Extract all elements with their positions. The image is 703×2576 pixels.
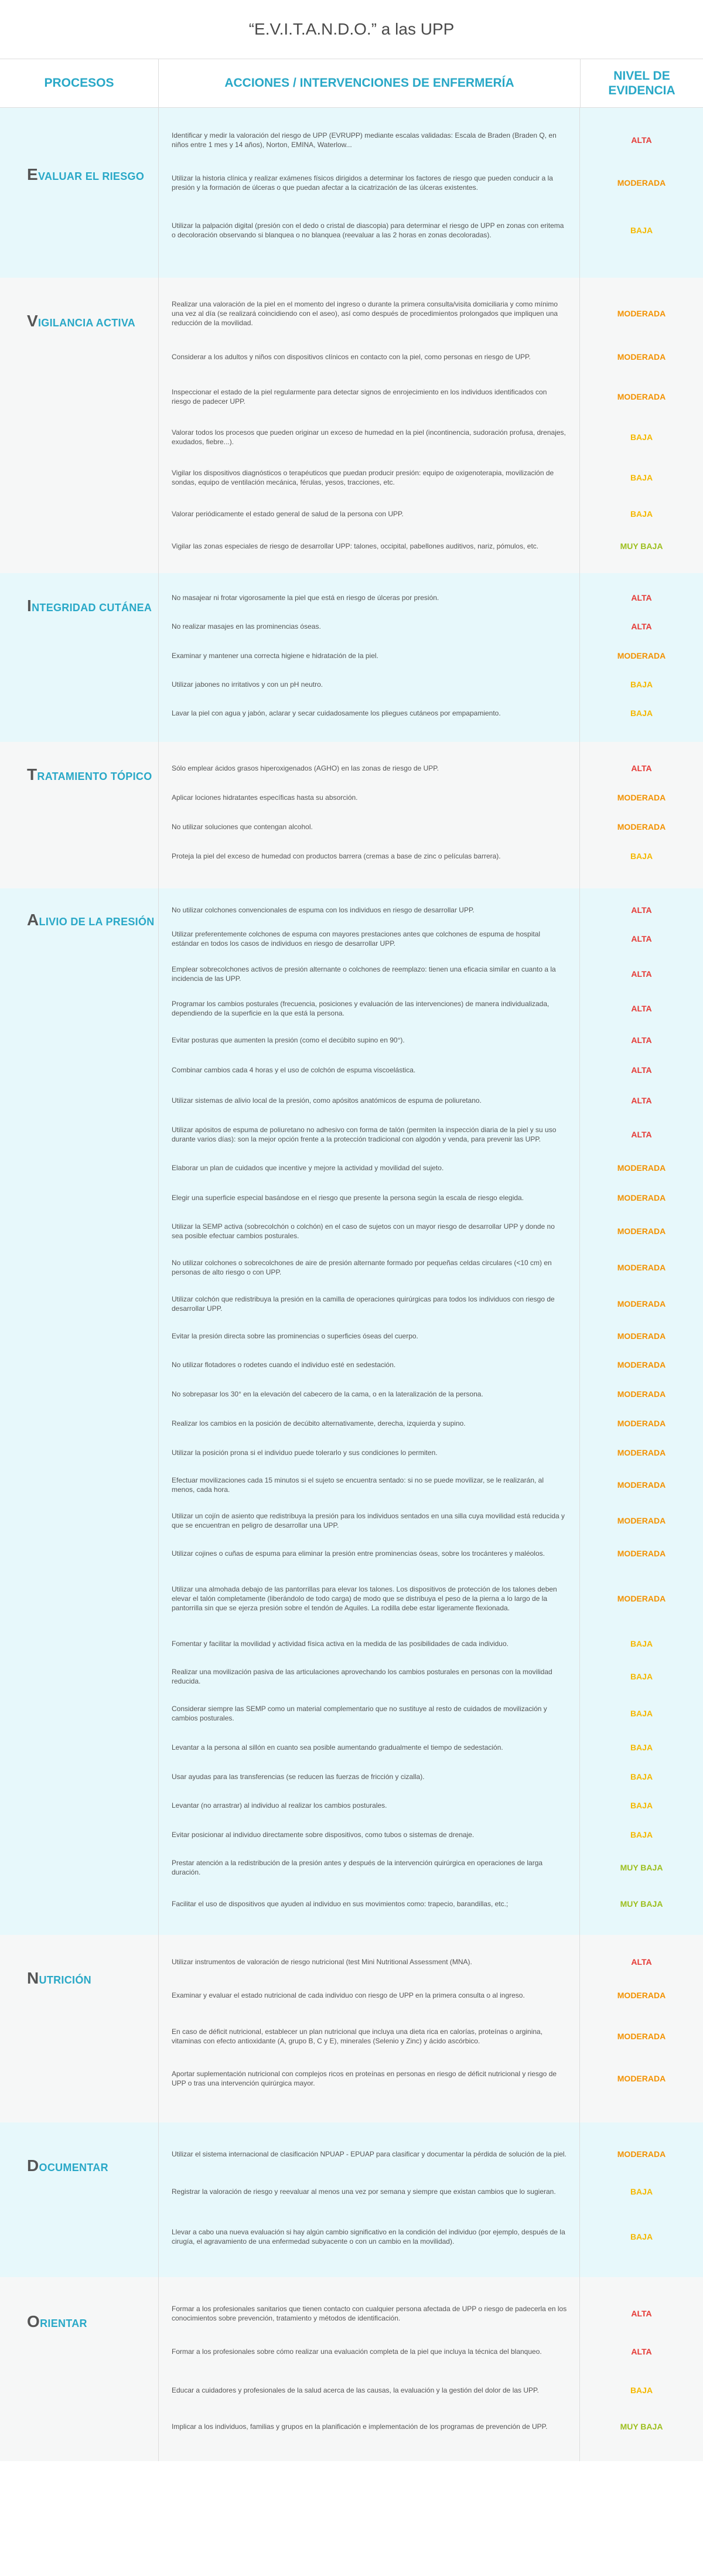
- action-text: Utilizar apósitos de espuma de poliuretano no adhesivo con forma de talón (permiten la inspección diaria de la piel y su uso durante varios días): son la mejor opción frente a la protección tradicional con algodón y venda, para prevenir las UPP.: [172, 1125, 557, 1143]
- evidence-level-badge: MODERADA: [617, 1480, 666, 1490]
- action-text: No sobrepasar los 30° en la elevación del cabecero de la cama, o en la lateralización de la persona.: [172, 1389, 483, 1398]
- evidence-level-badge: MUY BAJA: [620, 1899, 663, 1909]
- action-text: Realizar una movilización pasiva de las articulaciones aprovechando los cambios posturales en personas con la movilidad reducida.: [172, 1667, 552, 1685]
- action-text: Utilizar preferentemente colchones de espuma con mayores prestaciones antes que colchones de espuma de hospital estándar en todos los casos de individuos en riesgo de desarrollar UPP.: [172, 929, 541, 948]
- section-orientar: [0, 2277, 703, 2461]
- evidence-level-badge: ALTA: [631, 905, 652, 915]
- process-label-nutricion: [27, 1969, 91, 1988]
- evidence-level-badge: BAJA: [630, 432, 653, 442]
- action-text: Utilizar el sistema internacional de clasificación NPUAP - EPUAP para clasificar y documentar la pérdida de solución de la piel.: [172, 2149, 567, 2158]
- action-text: Utilizar sistemas de alivio local de la presión, como apósitos anatómicos de espuma de poliuretano.: [172, 1096, 482, 1105]
- action-text: Elaborar un plan de cuidados que incentive y mejore la actividad y movilidad del sujeto.: [172, 1163, 444, 1172]
- evidence-level-badge: MODERADA: [617, 1991, 666, 2000]
- action-text: Levantar a la persona al sillón en cuanto sea posible aumentando gradualmente el tiempo de sedestación.: [172, 1743, 503, 1752]
- action-text: No realizar masajes en las prominencias óseas.: [172, 622, 321, 631]
- sections-container: [0, 108, 703, 2461]
- process-name: OCUMENTAR: [39, 2162, 108, 2173]
- action-text: Realizar una valoración de la piel en el momento del ingreso o durante la primera consulta/visita domiciliaria y como mínimo una vez al día (se realizará coincidiendo con el aseo), así como después de procedimientos prolongados que impliquen una reducción de la movilidad.: [172, 299, 558, 328]
- evidence-level-badge: MODERADA: [617, 1331, 666, 1341]
- evidence-level-badge: MODERADA: [617, 309, 666, 318]
- evidence-level-badge: BAJA: [630, 2187, 653, 2196]
- section-vigilancia: [0, 278, 703, 573]
- action-text: Levantar (no arrastrar) al individuo al realizar los cambios posturales.: [172, 1801, 387, 1810]
- evidence-level-badge: MUY BAJA: [620, 541, 663, 551]
- evidence-level-badge: BAJA: [630, 1709, 653, 1718]
- evidence-level-badge: BAJA: [630, 708, 653, 718]
- process-initial: I: [27, 597, 32, 615]
- process-cell-documentar: [0, 2122, 158, 2277]
- evidence-level-badge: MUY BAJA: [620, 2422, 663, 2431]
- levels-cell-nutricion: [580, 1935, 703, 2122]
- evidence-level-badge: ALTA: [631, 1035, 652, 1045]
- section-tratamiento: [0, 742, 703, 888]
- actions-cell-orientar: [158, 2277, 580, 2461]
- action-text: Evitar posicionar al individuo directamente sobre dispositivos, como tubos o sistemas de drenaje.: [172, 1830, 475, 1839]
- action-text: Llevar a cabo una nueva evaluación si hay algún cambio significativo en la condición del individuo (por ejemplo, después de la cirugía, el agravamiento de una enfermedad subyacente o con un cambio en la movilidad).: [172, 2227, 565, 2246]
- evidence-level-badge: ALTA: [631, 1096, 652, 1105]
- process-initial: A: [27, 911, 39, 929]
- action-text: Emplear sobrecolchones activos de presión alternante o colchones de reemplazo: tienen una eficacia similar en cuanto a la incidencia de las UPP.: [172, 965, 556, 983]
- evidence-level-badge: BAJA: [630, 680, 653, 689]
- action-text: Formar a los profesionales sanitarios que tienen contacto con cualquier persona afectada de UPP o riesgo de padecerla en los conocimientos sobre prevención, tratamiento y métodos de identificación.: [172, 2304, 567, 2322]
- process-label-orientar: [27, 2312, 87, 2331]
- process-name: LIVIO DE LA PRESIÓN: [39, 916, 155, 928]
- evidence-level-badge: MODERADA: [617, 822, 666, 832]
- evidence-level-badge: MODERADA: [617, 1299, 666, 1309]
- evidence-level-badge: ALTA: [631, 1004, 652, 1013]
- process-cell-integridad: [0, 573, 158, 742]
- action-text: Inspeccionar el estado de la piel regularmente para detectar signos de enrojecimiento en los individuos identificados con riesgo de padecer UPP.: [172, 387, 547, 406]
- action-text: Implicar a los individuos, familias y grupos en la planificación e implementación de los programas de prevención de UPP.: [172, 2422, 548, 2431]
- process-name: RATAMIENTO TÓPICO: [37, 771, 152, 782]
- process-initial: O: [27, 2312, 40, 2330]
- evidence-level-badge: MODERADA: [617, 1594, 666, 1603]
- evidence-level-badge: MODERADA: [617, 1226, 666, 1236]
- evidence-level-badge: ALTA: [631, 1130, 652, 1139]
- process-cell-nutricion: [0, 1935, 158, 2122]
- action-text: Programar los cambios posturales (frecuencia, posiciones y evaluación de las intervenciones) de manera individualizada, dependiendo de la superficie en la que está la persona.: [172, 999, 550, 1017]
- evidence-level-badge: MODERADA: [617, 1448, 666, 1457]
- process-initial: D: [27, 2156, 39, 2175]
- action-text: Utilizar la palpación digital (presión con el dedo o cristal de diascopia) para determinar el riesgo de UPP en zonas con eritema o decoloración observando si blanquea o no blanquea (reevaluar a las 2 horas en zonas decoloradas).: [172, 221, 564, 239]
- evidence-level-badge: MUY BAJA: [620, 1863, 663, 1872]
- evidence-level-badge: MODERADA: [617, 1419, 666, 1428]
- action-text: Examinar y evaluar el estado nutricional de cada individuo con riesgo de UPP en la primera consulta o al ingreso.: [172, 1991, 525, 1999]
- process-label-evaluar: [27, 165, 144, 184]
- action-text: Prestar atención a la redistribución de la presión antes y después de la intervención quirúrgica en operaciones de larga duración.: [172, 1858, 543, 1876]
- process-cell-tratamiento: [0, 742, 158, 888]
- header-nivel: NIVEL DE EVIDENCIA: [580, 59, 703, 107]
- evidence-level-badge: ALTA: [631, 764, 652, 773]
- action-text: Considerar a los adultos y niños con dispositivos clínicos en contacto con la piel, como personas en riesgo de UPP.: [172, 352, 531, 361]
- action-text: Combinar cambios cada 4 horas y el uso de colchón de espuma viscoelástica.: [172, 1065, 416, 1074]
- action-text: Considerar siempre las SEMP como un material complementario que no sustituye al resto de cuidados de movilización y cambios posturales.: [172, 1704, 547, 1722]
- process-name: NTEGRIDAD CUTÁNEA: [32, 602, 152, 614]
- process-label-documentar: [27, 2156, 108, 2175]
- evidence-level-badge: MODERADA: [617, 2074, 666, 2083]
- action-text: Formar a los profesionales sobre cómo realizar una evaluación completa de la piel que incluya la técnica del blanqueo.: [172, 2347, 542, 2356]
- action-text: Utilizar jabones no irritativos y con un pH neutro.: [172, 680, 323, 689]
- evidence-level-badge: MODERADA: [617, 651, 666, 660]
- process-label-alivio: [27, 911, 155, 929]
- section-documentar: [0, 2122, 703, 2277]
- process-initial: V: [27, 312, 38, 330]
- action-text: Utilizar la historia clínica y realizar exámenes físicos dirigidos a determinar los factores de riesgo que pueden conducir a la presión y la formación de úlceras o que puedan afectar a la cicatrización de las úlceras existentes.: [172, 173, 553, 192]
- page-title: “E.V.I.T.A.N.D.O.” a las UPP: [248, 20, 455, 38]
- evidence-level-badge: ALTA: [631, 1957, 652, 1967]
- levels-cell-alivio: [580, 888, 703, 1935]
- evidence-level-badge: MODERADA: [617, 2032, 666, 2041]
- evidence-level-badge: BAJA: [630, 1830, 653, 1839]
- evidence-level-badge: ALTA: [631, 135, 652, 145]
- action-text: Evitar la presión directa sobre las prominencias o superficies óseas del cuerpo.: [172, 1331, 418, 1340]
- action-text: En caso de déficit nutricional, establecer un plan nutricional que incluya una dieta rica en calorías, proteínas o arginina, vitaminas con efecto antioxidante (A, grupo B, C y E), minerales (Selenio y Zinc) y ácido ascórbico.: [172, 2027, 543, 2045]
- evidence-level-badge: ALTA: [631, 1065, 652, 1075]
- action-text: Evitar posturas que aumenten la presión (como el decúbito supino en 90°).: [172, 1035, 405, 1044]
- section-nutricion: [0, 1935, 703, 2122]
- action-text: Utilizar cojines o cuñas de espuma para eliminar la presión entre prominencias óseas, sobre los trocánteres y maléolos.: [172, 1549, 545, 1558]
- process-label-tratamiento: [27, 765, 152, 784]
- action-text: Valorar periódicamente el estado general de salud de la persona con UPP.: [172, 509, 404, 518]
- action-text: Utilizar colchón que redistribuya la presión en la camilla de operaciones quirúrgicas para todos los individuos con riesgo de desarrollar UPP.: [172, 1294, 555, 1313]
- evidence-level-badge: BAJA: [630, 2386, 653, 2395]
- action-text: Utilizar la posición prona si el individuo puede tolerarlo y sus condiciones lo permiten.: [172, 1448, 438, 1457]
- evidence-level-badge: ALTA: [631, 969, 652, 979]
- actions-cell-nutricion: [158, 1935, 580, 2122]
- action-text: Vigilar las zonas especiales de riesgo de desarrollar UPP: talones, occipital, pabellones auditivos, nariz, pómulos, etc.: [172, 541, 539, 550]
- evidence-level-badge: MODERADA: [617, 2149, 666, 2159]
- evidence-level-badge: ALTA: [631, 593, 652, 602]
- evidence-level-badge: MODERADA: [617, 1360, 666, 1369]
- action-text: Realizar los cambios en la posición de decúbito alternativamente, derecha, izquierda y supino.: [172, 1419, 466, 1427]
- action-text: Sólo emplear ácidos grasos hiperoxigenados (AGHO) en las zonas de riesgo de UPP.: [172, 764, 439, 772]
- process-cell-orientar: [0, 2277, 158, 2461]
- process-name: VALUAR EL RIESGO: [37, 171, 145, 182]
- evidence-level-badge: BAJA: [630, 1772, 653, 1781]
- process-cell-alivio: [0, 888, 158, 1935]
- actions-cell-vigilancia: [158, 278, 580, 573]
- section-alivio: [0, 888, 703, 1935]
- action-text: Aplicar lociones hidratantes específicas hasta su absorción.: [172, 793, 358, 802]
- action-text: No masajear ni frotar vigorosamente la piel que está en riesgo de úlceras por presión.: [172, 593, 439, 602]
- action-text: Aportar suplementación nutricional con complejos ricos en proteínas en personas en riesgo de déficit nutricional y riesgo de UPP o tras una intervención quirúrgica mayor.: [172, 2069, 557, 2087]
- evidence-level-badge: MODERADA: [617, 1389, 666, 1399]
- action-text: No utilizar colchones o sobrecolchones de aire de presión alternante formado por pequeñas celdas circulares (<10 cm) en personas de alto riesgo o con UPP.: [172, 1258, 552, 1276]
- actions-cell-tratamiento: [158, 742, 580, 888]
- evidence-level-badge: ALTA: [631, 622, 652, 631]
- evidence-level-badge: ALTA: [631, 2347, 652, 2356]
- process-name: IGILANCIA ACTIVA: [37, 317, 136, 329]
- evidence-level-badge: MODERADA: [617, 1163, 666, 1173]
- process-label-vigilancia: [27, 312, 135, 330]
- levels-cell-vigilancia: [580, 278, 703, 573]
- action-text: Facilitar el uso de dispositivos que ayuden al individuo en sus movimientos como: trapecio, barandillas, etc.;: [172, 1899, 509, 1908]
- action-text: Educar a cuidadores y profesionales de la salud acerca de las causas, la evaluación y la gestión del dolor de las UPP.: [172, 2386, 539, 2394]
- evidence-level-badge: BAJA: [630, 473, 653, 482]
- actions-cell-alivio: [158, 888, 580, 1935]
- evidence-level-badge: ALTA: [631, 2309, 652, 2318]
- evidence-level-badge: BAJA: [630, 1801, 653, 1810]
- actions-cell-integridad: [158, 573, 580, 742]
- evidence-level-badge: BAJA: [630, 1672, 653, 1681]
- header-acciones: ACCIONES / INTERVENCIONES DE ENFERMERÍA: [158, 59, 580, 107]
- action-text: Utilizar la SEMP activa (sobrecolchón o colchón) en el caso de sujetos con un mayor riesgo de desarrollar UPP y donde no sea posible efectuar cambios posturales.: [172, 1222, 555, 1240]
- action-text: Proteja la piel del exceso de humedad con productos barrera (cremas a base de zinc o películas barrera).: [172, 851, 501, 860]
- evidence-level-badge: MODERADA: [617, 392, 666, 401]
- action-text: Efectuar movilizaciones cada 15 minutos si el sujeto se encuentra sentado: si no se puede movilizar, se le realizarán, al menos, cada hora.: [172, 1476, 544, 1494]
- evidence-level-badge: MODERADA: [617, 1193, 666, 1202]
- evidence-level-badge: MODERADA: [617, 1549, 666, 1558]
- action-text: Identificar y medir la valoración del riesgo de UPP (EVRUPP) mediante escalas validadas: Escala de Braden (Braden Q, en niños entre 1 mes y 14 años), Norton, EMINA, Waterlow...: [172, 131, 557, 149]
- action-text: Utilizar instrumentos de valoración de riesgo nutricional (test Mini Nutritional Assessment (MNA).: [172, 1957, 472, 1966]
- evidence-level-badge: MODERADA: [617, 352, 666, 362]
- process-initial: E: [27, 165, 38, 183]
- actions-cell-evaluar: [158, 108, 580, 278]
- evidence-level-badge: BAJA: [630, 1639, 653, 1648]
- levels-cell-tratamiento: [580, 742, 703, 888]
- evidence-level-badge: BAJA: [630, 1743, 653, 1752]
- process-cell-vigilancia: [0, 278, 158, 573]
- section-integridad: [0, 573, 703, 742]
- action-text: No utilizar flotadores o rodetes cuando el individuo esté en sedestación.: [172, 1360, 396, 1369]
- process-name: UTRICIÓN: [39, 1974, 91, 1986]
- action-text: Lavar la piel con agua y jabón, aclarar y secar cuidadosamente los pliegues cutáneos por empapamiento.: [172, 708, 501, 717]
- levels-cell-documentar: [580, 2122, 703, 2277]
- evidence-level-badge: MODERADA: [617, 793, 666, 802]
- action-text: Valorar todos los procesos que pueden originar un exceso de humedad en la piel (incontinencia, sudoración profusa, drenajes, exudados, fiebre...).: [172, 428, 566, 446]
- evidence-level-badge: MODERADA: [617, 178, 666, 188]
- header-procesos: PROCESOS: [44, 76, 114, 90]
- action-text: Elegir una superficie especial basándose en el riesgo que presente la persona según la escala de riesgo elegida.: [172, 1193, 524, 1202]
- action-text: No utilizar colchones convencionales de espuma con los individuos en riesgo de desarrollar UPP.: [172, 905, 475, 914]
- levels-cell-orientar: [580, 2277, 703, 2461]
- process-initial: T: [27, 765, 37, 783]
- table-header: [0, 59, 703, 108]
- actions-cell-documentar: [158, 2122, 580, 2277]
- process-label-integridad: [27, 597, 152, 615]
- action-text: Vigilar los dispositivos diagnósticos o terapéuticos que puedan producir presión: equipo de oxigenoterapia, movilización de sondas, equipo de ventilación mecánica, férulas, yesos, tracciones, etc.: [172, 468, 554, 486]
- levels-cell-evaluar: [580, 108, 703, 278]
- action-text: Utilizar una almohada debajo de las pantorrillas para elevar los talones. Los dispositivos de protección de los talones deben elevar el talón completamente (liberándolo de todo carga) de modo que se distribuya el peso de la pierna a lo largo de la pantorrilla sin que se ejerza presión sobre el tendón de Aquiles. La rodilla debe estar ligeramente flexionada.: [172, 1585, 557, 1613]
- process-cell-evaluar: [0, 108, 158, 278]
- action-text: Fomentar y facilitar la movilidad y actividad física activa en la medida de las posibilidades de cada individuo.: [172, 1639, 509, 1648]
- action-text: Registrar la valoración de riesgo y reevaluar al menos una vez por semana y siempre que existan cambios que lo sugieran.: [172, 2187, 556, 2196]
- evidence-level-badge: BAJA: [630, 2232, 653, 2241]
- evidence-level-badge: BAJA: [630, 509, 653, 519]
- evidence-level-badge: MODERADA: [617, 1263, 666, 1272]
- process-initial: N: [27, 1969, 39, 1987]
- section-evaluar: [0, 108, 703, 278]
- process-name: RIENTAR: [40, 2318, 87, 2329]
- evidence-level-badge: BAJA: [630, 226, 653, 235]
- action-text: Utilizar un cojín de asiento que redistribuya la presión para los individuos sentados en una silla cuya movilidad está reducida y que se encuentran en peligro de desarrollar una UPP.: [172, 1511, 565, 1529]
- evidence-level-badge: ALTA: [631, 934, 652, 943]
- evidence-level-badge: BAJA: [630, 851, 653, 861]
- evidence-level-badge: MODERADA: [617, 1516, 666, 1525]
- levels-cell-integridad: [580, 573, 703, 742]
- action-text: Usar ayudas para las transferencias (se reducen las fuerzas de fricción y cizalla).: [172, 1772, 425, 1781]
- action-text: No utilizar soluciones que contengan alcohol.: [172, 822, 313, 831]
- action-text: Examinar y mantener una correcta higiene e hidratación de la piel.: [172, 651, 378, 660]
